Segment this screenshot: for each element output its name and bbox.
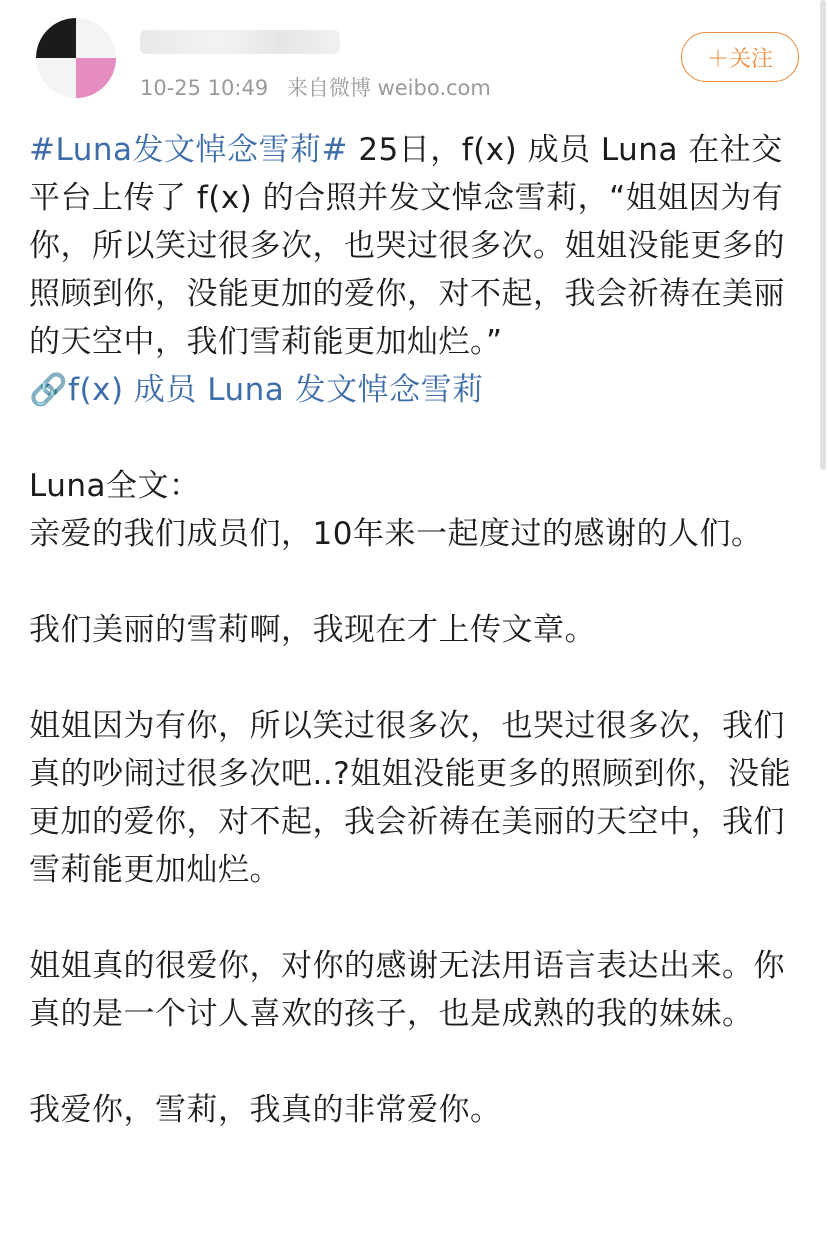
article-link-text[interactable]: f(x) 成员 Luna 发文悼念雪莉	[68, 372, 484, 408]
hashtag-link[interactable]: #Luna发文悼念雪莉#	[29, 132, 348, 168]
post-meta	[140, 72, 503, 102]
body-paragraph: 我爱你，雪莉，我真的非常爱你。	[29, 1092, 502, 1128]
paragraph-gap	[29, 894, 799, 942]
avatar-pink-block	[76, 58, 116, 98]
body-paragraph: Luna全文：	[29, 468, 201, 504]
scrollbar[interactable]	[820, 0, 826, 470]
paragraph-gap	[29, 654, 799, 702]
post-time: 10-25 10:49	[140, 76, 269, 100]
post-header	[0, 0, 828, 110]
body-paragraph: 亲爱的我们成员们，10年来一起度过的感谢的人们。	[29, 516, 763, 552]
link-icon: 🔗	[29, 372, 69, 408]
intro-text: 25日，f(x) 成员 Luna 在社交平台上传了 f(x) 的合照并发文悼念雪莉，“姐姐因为有你，所以笑过很多次，也哭过很多次。姐姐没能更多的照顾到你，没能更加的爱你，对不起，我会祈祷在美丽的天空中，我们雪莉能更加灿烂。”	[29, 132, 785, 360]
paragraph-gap	[29, 558, 799, 606]
paragraph-gap	[29, 414, 799, 462]
avatar[interactable]	[36, 18, 116, 98]
username-blurred[interactable]	[140, 30, 340, 54]
body-paragraph: 姐姐真的很爱你，对你的感谢无法用语言表达出来。你真的是一个讨人喜欢的孩子，也是成熟的我的妹妹。	[29, 948, 785, 1032]
article-link[interactable]	[29, 366, 799, 414]
post-source: 来自微博 weibo.com	[286, 76, 491, 100]
follow-button[interactable]: ＋关注	[681, 32, 799, 82]
paragraph-gap	[29, 1038, 799, 1086]
body-paragraph: 姐姐因为有你，所以笑过很多次，也哭过很多次，我们真的吵闹过很多次吧..?姐姐没能更多的照顾到你，没能更加的爱你，对不起，我会祈祷在美丽的天空中，我们雪莉能更加灿烂。	[29, 708, 792, 888]
avatar-dark-block	[36, 18, 76, 58]
body-paragraph: 我们美丽的雪莉啊，我现在才上传文章。	[29, 612, 596, 648]
post-content	[29, 126, 799, 1134]
intro-paragraph	[29, 126, 799, 366]
